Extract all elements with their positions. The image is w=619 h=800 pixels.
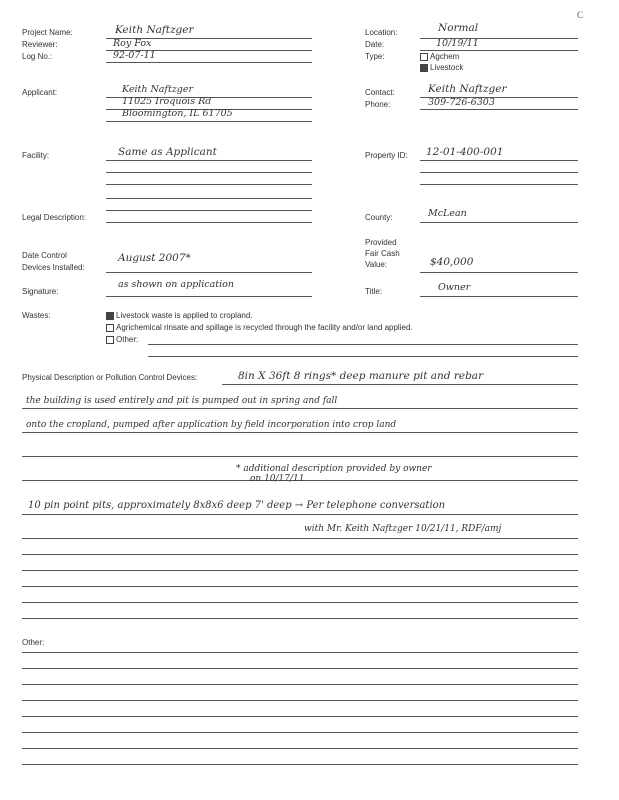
log-no-line: [106, 62, 312, 63]
legal-description-label: Legal Description:: [22, 213, 87, 222]
location-value: Normal: [438, 22, 479, 34]
waste-livestock-checkbox: [106, 312, 114, 320]
physical-line-3: [22, 456, 578, 457]
description-line-6: 10 pin point pits, approximately 8x8x6 deep 7' deep → Per telephone conversation: [28, 500, 446, 511]
fair-cash-value-label: Provided Fair Cash Value:: [365, 238, 400, 269]
other-line-6: [22, 732, 578, 733]
physical-line-6: [22, 538, 578, 539]
waste-other-line-1: [148, 344, 578, 345]
devices-installed-value: as shown on application: [118, 279, 234, 290]
fair-cash-value-line: [420, 272, 578, 273]
other-line-5: [22, 716, 578, 717]
waste-other-option: [106, 335, 138, 344]
reviewer-label: Reviewer:: [22, 40, 58, 49]
county-value: McLean: [428, 208, 467, 219]
signature-label: Signature:: [22, 287, 59, 296]
log-no-value: 92-07-11: [113, 50, 156, 61]
applicant-line-3: [106, 121, 312, 122]
property-id-label: Property ID:: [365, 151, 408, 160]
physical-description-label: Physical Description or Pollution Control Devices:: [22, 373, 198, 382]
type-label: Type:: [365, 52, 385, 61]
physical-line-11: [22, 618, 578, 619]
description-line-2: the building is used entirely and pit is pumped out in spring and fall: [26, 396, 338, 406]
type-livestock-option: [420, 63, 463, 72]
date-label: Date:: [365, 40, 385, 49]
facility-line-1: [106, 160, 312, 161]
phone-line: [420, 109, 578, 110]
county-line: [420, 222, 578, 223]
waste-other-text: Other:: [116, 335, 139, 344]
signature-line: [106, 296, 312, 297]
physical-line-5: [22, 514, 578, 515]
property-id-line-1: [420, 160, 578, 161]
waste-livestock-option: [106, 311, 253, 320]
applicant-label: Applicant:: [22, 88, 58, 97]
other-line-2: [22, 668, 578, 669]
other-line-8: [22, 764, 578, 765]
date-control-line: [106, 272, 312, 273]
corner-mark: C: [577, 10, 584, 20]
phone-label: Phone:: [365, 100, 391, 109]
date-value: 10/19/11: [436, 38, 479, 49]
physical-line-0: [222, 384, 578, 385]
location-label: Location:: [365, 28, 398, 37]
livestock-checkbox: [420, 64, 428, 72]
agchem-checkbox: [420, 53, 428, 61]
applicant-city: Bloomington, IL 61705: [122, 108, 233, 119]
facility-line-3: [106, 184, 312, 185]
physical-line-2: [22, 432, 578, 433]
description-line-5: on 10/17/11: [250, 474, 305, 484]
waste-agchem-text: Agrichemical rinsate and spillage is recycled through the facility and/or land applied.: [116, 323, 413, 332]
contact-value: Keith Naftzger: [428, 83, 507, 95]
physical-line-10: [22, 602, 578, 603]
legal-line-1: [106, 198, 312, 199]
phone-value: 309-726-6303: [428, 97, 495, 108]
waste-livestock-text: Livestock waste is applied to cropland.: [116, 311, 253, 320]
reviewer-value: Roy Fox: [113, 38, 152, 49]
agchem-option-label: Agchem: [430, 52, 460, 61]
date-control-value: August 2007*: [118, 252, 191, 264]
county-label: County:: [365, 213, 393, 222]
other-line-7: [22, 748, 578, 749]
physical-line-1: [22, 408, 578, 409]
waste-other-checkbox: [106, 336, 114, 344]
applicant-address: 11025 Iroquois Rd: [122, 96, 212, 107]
property-id-value: 12-01-400-001: [426, 146, 504, 158]
waste-agchem-checkbox: [106, 324, 114, 332]
legal-line-2: [106, 210, 312, 211]
waste-agchem-option: [106, 323, 413, 332]
facility-line-2: [106, 172, 312, 173]
facility-value: Same as Applicant: [118, 146, 217, 158]
date-line: [420, 50, 578, 51]
project-name-label: Project Name:: [22, 28, 73, 37]
fair-cash-value: $40,000: [430, 256, 474, 268]
physical-line-7: [22, 554, 578, 555]
physical-line-9: [22, 586, 578, 587]
contact-label: Contact:: [365, 88, 395, 97]
facility-label: Facility:: [22, 151, 50, 160]
other-line-3: [22, 684, 578, 685]
type-agchem-option: [420, 52, 459, 61]
title-line: [420, 296, 578, 297]
description-line-4: * additional description provided by owner: [236, 464, 432, 474]
property-id-line-2: [420, 172, 578, 173]
title-label: Title:: [365, 287, 383, 296]
wastes-label: Wastes:: [22, 311, 51, 320]
legal-line-3: [106, 222, 312, 223]
other-line-1: [22, 652, 578, 653]
date-control-label: Date Control: [22, 251, 67, 260]
project-name-value: Keith Naftzger: [115, 24, 194, 36]
livestock-option-label: Livestock: [430, 63, 464, 72]
log-no-label: Log No.:: [22, 52, 53, 61]
description-line-1: 8in X 36ft 8 rings* deep manure pit and rebar: [238, 370, 484, 382]
other-line-4: [22, 700, 578, 701]
description-line-7: with Mr. Keith Naftzger 10/21/11, RDF/amj: [304, 524, 502, 534]
description-line-3: onto the cropland, pumped after application by field incorporation into crop land: [26, 420, 397, 430]
other-label: Other:: [22, 638, 45, 647]
title-value: Owner: [438, 282, 471, 293]
waste-other-line-2: [148, 356, 578, 357]
physical-line-8: [22, 570, 578, 571]
devices-installed-label: Devices Installed:: [22, 263, 85, 272]
property-id-line-3: [420, 184, 578, 185]
applicant-name: Keith Naftzger: [122, 84, 194, 95]
